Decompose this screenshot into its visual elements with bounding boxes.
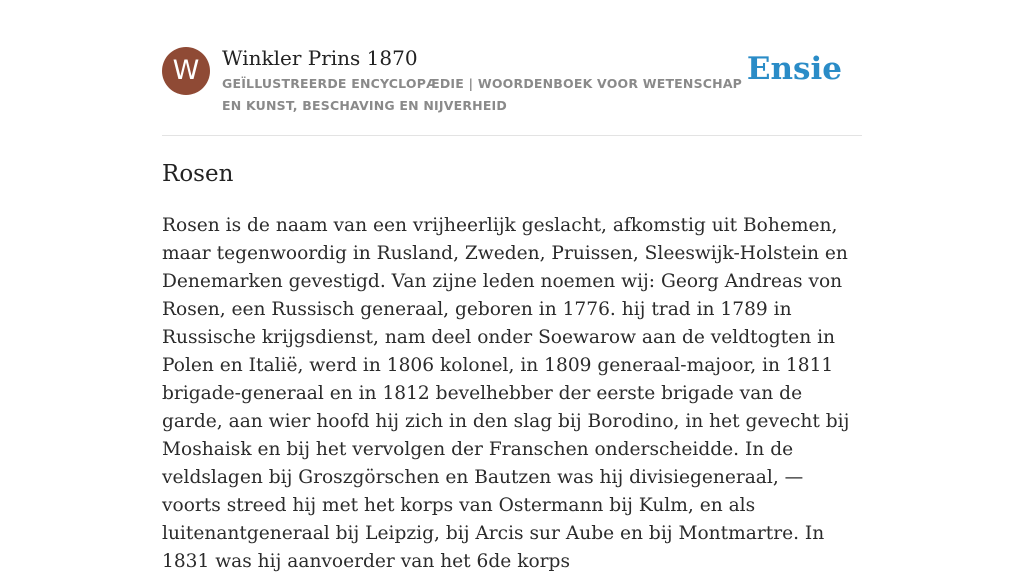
article-title: Rosen bbox=[162, 161, 234, 187]
source-title-link[interactable]: Winkler Prins 1870 bbox=[222, 46, 418, 70]
article-body: Rosen is de naam van een vrijheerlijk geslacht, afkomstig uit Bohemen, maar tegenwoordig in Rusland, Zweden, Pruissen, Sleeswijk-Holstein en Denemarken gevestigd. Van zijne leden noemen wij: Georg Andreas von Rosen, een Russisch generaal, geboren in 1776. hij trad in 1789 in Russische krijgsdienst, nam deel onder Soewarow aan de veldtogten in Polen en Italië, werd in 1806 kolonel, in 1809 generaal-majoor, in 1811 brigade-generaal en in 1812 bevelhebber der eerste brigade van de garde, aan wier hoofd hij zich in den slag bij Borodino, in het gevecht bij Moshaisk en bij het vervolgen der Franschen onderscheidde. In de veldslagen bij Groszgörschen en Bautzen was hij divisiegeneraal, — voorts streed hij met het korps van Ostermann bij Kulm, en als luitenantgeneraal bij Leipzig, bij Arcis sur Aube en bij Montmartre. In 1831 was hij aanvoerder van het 6de korps bbox=[162, 215, 850, 572]
source-header bbox=[162, 44, 862, 118]
ensie-logo[interactable]: Ensie bbox=[746, 51, 842, 87]
source-avatar[interactable]: W bbox=[162, 47, 210, 95]
header-divider bbox=[162, 135, 862, 136]
source-subtitle: GEÏLLUSTREERDE ENCYCLOPÆDIE | WOORDENBOEK VOOR WETENSCHAP EN KUNST, BESCHAVING EN NIJVERHEID bbox=[222, 76, 743, 113]
